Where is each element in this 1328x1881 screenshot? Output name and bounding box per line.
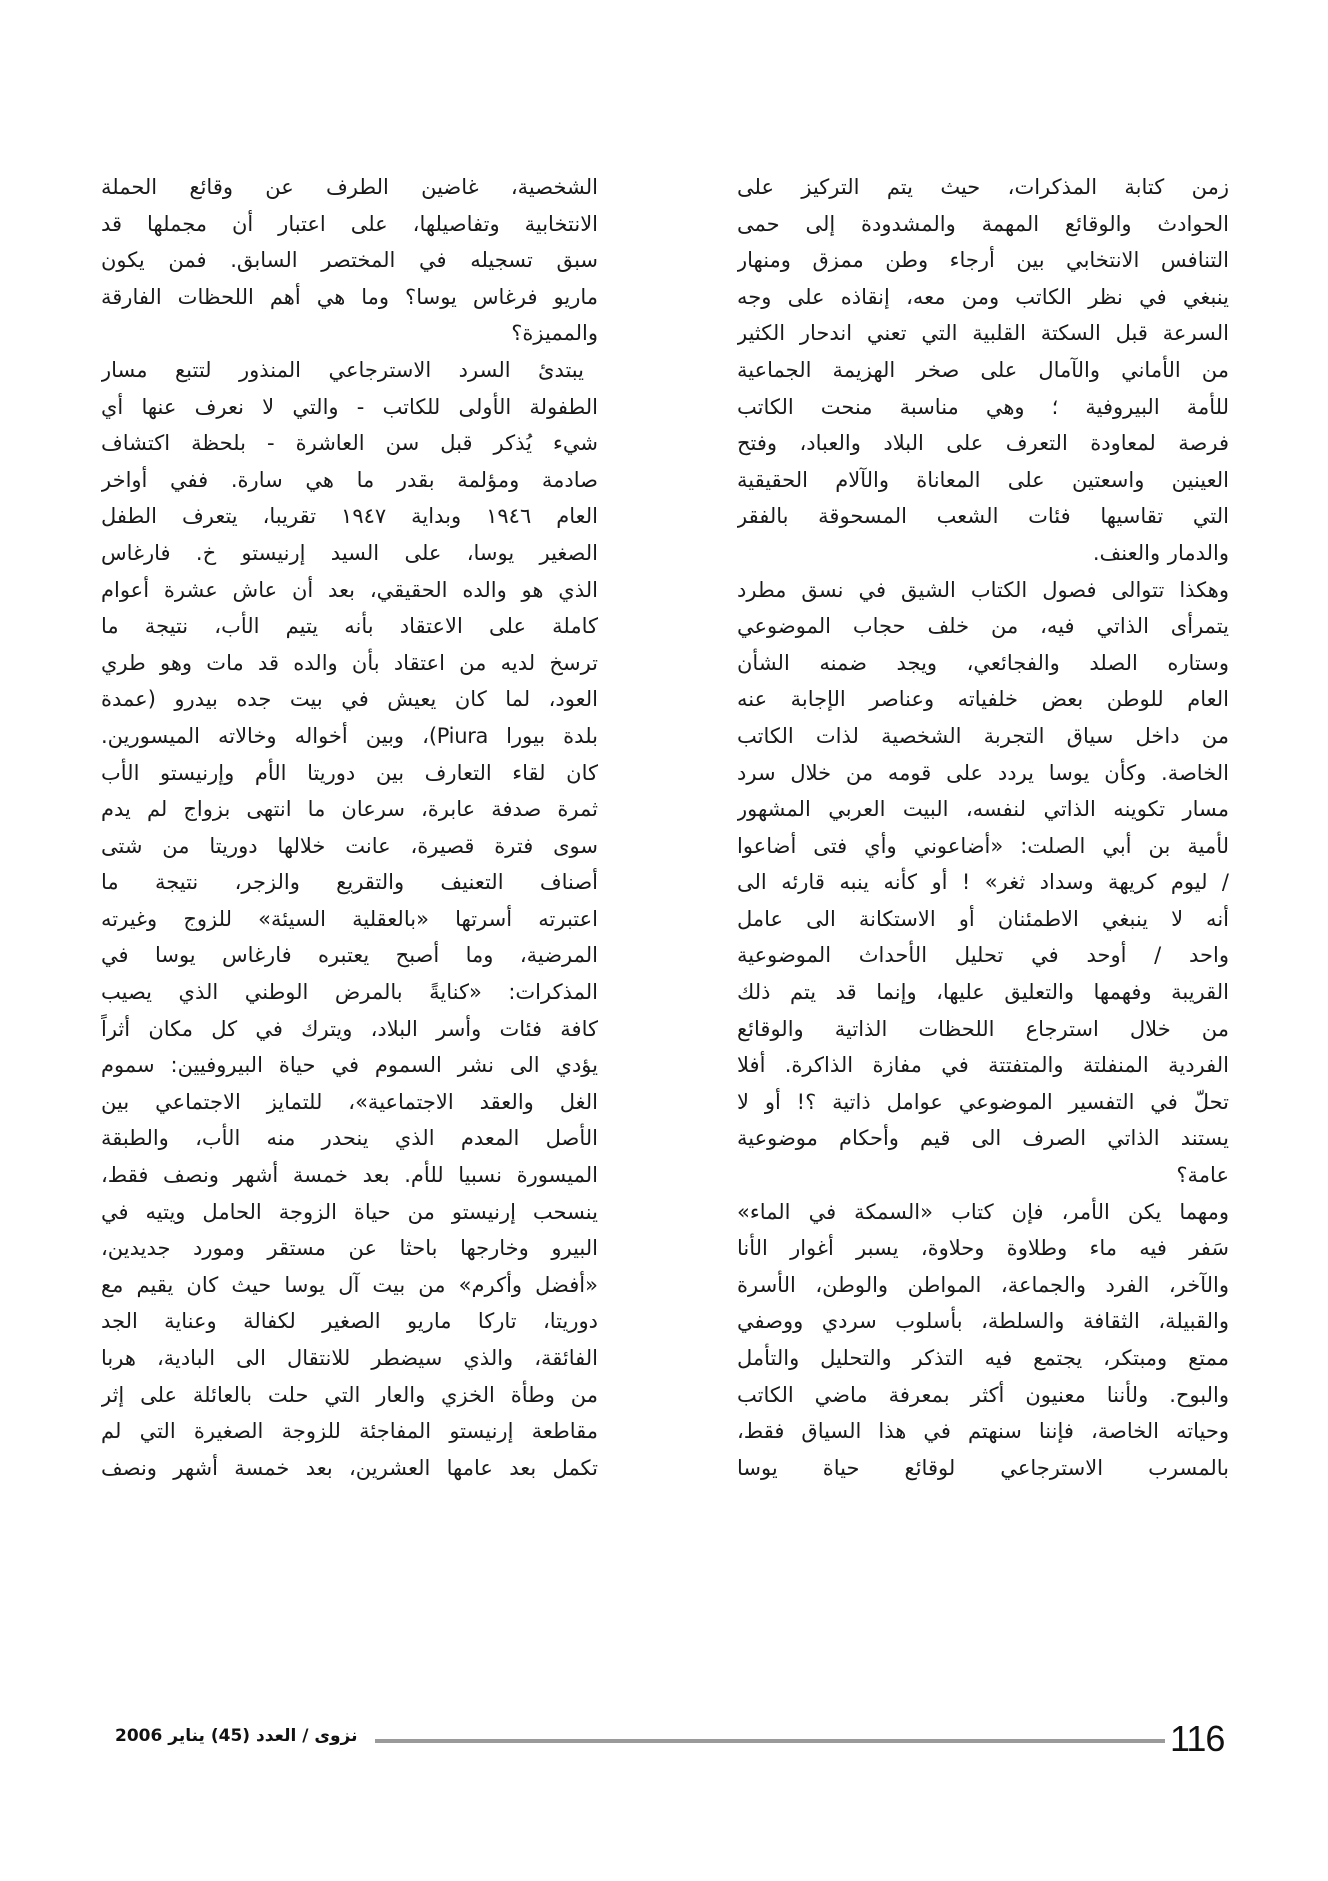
text-line: التي تقاسيها فئات الشعب المسحوقة بالفقر <box>737 504 1229 529</box>
text-line: الحوادث والوقائع المهمة والمشدودة إلى حمى <box>737 211 1229 236</box>
text-line: تكمل بعد عامها العشرين، بعد خمسة أشهر ونصف <box>101 1455 598 1480</box>
text-line: كافة فئات وأسر البلاد، ويترك في كل مكان أثراً <box>101 1016 598 1041</box>
text-line: اعتبرته أسرتها «بالعقلية السيئة» للزوج وغيرته <box>101 906 598 931</box>
text-line: ممتع ومبتكر، يجتمع فيه التذكر والتحليل والتأمل <box>737 1346 1229 1370</box>
text-line: مسار تكوينه الذاتي لنفسه، البيت العربي المشهور <box>737 797 1229 822</box>
right-text-column <box>737 169 1229 1486</box>
text-line: للأمة البيروفية ؛ وهي مناسبة منحت الكاتب <box>737 394 1229 419</box>
text-line: شيء يُذكر قبل سن العاشرة - بلحظة اكتشاف <box>101 431 598 456</box>
text-line: وهكذا تتوالى فصول الكتاب الشيق في نسق مطرد <box>737 577 1229 602</box>
text-line: لأمية بن أبي الصلت: «أضاعوني وأي فتى أضاعوا <box>737 833 1229 858</box>
text-line: الانتخابية وتفاصيلها، على اعتبار أن مجملها قد <box>101 211 598 236</box>
text-line: وحياته الخاصة، فإننا سنهتم في هذا السياق فقط، <box>737 1419 1229 1444</box>
text-line: يبتدئ السرد الاسترجاعي المنذور لتتبع مسار <box>101 357 584 382</box>
text-line: / ليوم كريهة وسداد ثغر» ! أو كأنه ينبه قارئه الى <box>737 870 1229 895</box>
text-line: ومهما يكن الأمر، فإن كتاب «السمكة في الماء» <box>737 1199 1229 1224</box>
text-line: «أفضل وأكرم» من بيت آل يوسا حيث كان يقيم مع <box>101 1272 598 1297</box>
text-line: الذي هو والده الحقيقي، بعد أن عاش عشرة أعوام <box>101 577 598 602</box>
text-line: بلدة بيورا Piura)، وبين أخواله وخالاته الميسورين. <box>101 723 598 748</box>
text-line: ثمرة صدفة عابرة، سرعان ما انتهى بزواج لم يدم <box>101 797 598 822</box>
text-line: عامة؟ <box>1176 1163 1229 1188</box>
text-line: ماريو فرغاس يوسا؟ وما هي أهم اللحظات الفارقة <box>101 284 598 309</box>
text-line: بالمسرب الاسترجاعي لوقائع حياة يوسا <box>737 1455 1229 1480</box>
text-line: الفائقة، والذي سيضطر للانتقال الى البادية، هربا <box>101 1346 598 1370</box>
text-line: وستاره الصلد والفجائعي، ويجد ضمنه الشأن <box>737 650 1229 675</box>
text-line: والدمار والعنف. <box>1092 540 1229 565</box>
issue-info: نزوى / العدد (45) يناير 2006 <box>115 1726 358 1746</box>
page-number: 116 <box>1170 1718 1225 1759</box>
text-line: من خلال استرجاع اللحظات الذاتية والوقائع <box>737 1016 1229 1041</box>
text-line: أصناف التعنيف والتقريع والزجر، نتيجة ما <box>101 870 598 895</box>
text-line: من داخل سياق التجربة الشخصية لذات الكاتب <box>737 723 1229 748</box>
text-line: يؤدي الى نشر السموم في حياة البيروفيين: سموم <box>101 1053 598 1078</box>
left-text-column <box>101 169 598 1486</box>
text-line: ينبغي في نظر الكاتب ومن معه، إنقاذه على وجه <box>737 284 1229 309</box>
text-line: صادمة ومؤلمة بقدر ما هي سارة. ففي أواخر <box>101 467 598 492</box>
text-line: والآخر، الفرد والجماعة، المواطن والوطن، الأسرة <box>737 1272 1229 1297</box>
text-line: العود، لما كان يعيش في بيت جده بيدرو (عمدة <box>101 687 598 712</box>
text-line: كان لقاء التعارف بين دوريتا الأم وإرنيستو الأب <box>101 760 598 785</box>
text-line: المذكرات: «كنايةً بالمرض الوطني الذي يصيب <box>101 980 598 1005</box>
text-line: ترسخ لديه من اعتقاد بأن والده قد مات وهو طري <box>101 650 598 675</box>
text-line: سَفر فيه ماء وطلاوة وحلاوة، يسبر أغوار الأنا <box>737 1236 1229 1261</box>
footer-divider <box>375 1739 1165 1743</box>
text-line: زمن كتابة المذكرات، حيث يتم التركيز على <box>737 175 1229 199</box>
text-line: ينسحب إرنيستو من حياة الزوجة الحامل ويتيه في <box>101 1199 598 1224</box>
text-line: والبوح. ولأننا معنيون أكثر بمعرفة ماضي الكاتب <box>737 1382 1229 1407</box>
text-line: تحلّ في التفسير الموضوعي عوامل ذاتية ؟! أو لا <box>737 1089 1229 1114</box>
text-line: العام للوطن بعض خلفياته وعناصر الإجابة عنه <box>737 687 1229 712</box>
text-line: الشخصية، غاضين الطرف عن وقائع الحملة <box>101 175 598 199</box>
text-line: العام ١٩٤٦ وبداية ١٩٤٧ تقريبا، يتعرف الطفل <box>101 504 598 529</box>
text-line: والمميزة؟ <box>511 321 598 346</box>
text-line: التنافس الانتخابي بين أرجاء وطن ممزق ومنهار <box>737 248 1229 273</box>
text-line: والقبيلة، الثقافة والسلطة، بأسلوب سردي ووصفي <box>737 1309 1229 1334</box>
text-line: الخاصة. وكأن يوسا يردد على قومه من خلال سرد <box>737 760 1229 785</box>
text-line: الطفولة الأولى للكاتب - والتي لا نعرف عنها أي <box>101 394 598 419</box>
text-line: السرعة قبل السكتة القلبية التي تعني اندحار الكثير <box>737 321 1229 346</box>
text-line: الفردية المنفلتة والمتفتتة في مفازة الذاكرة. أفلا <box>737 1053 1229 1078</box>
text-line: المرضية، وما أصبح يعتبره فارغاس يوسا في <box>101 943 598 968</box>
text-line: سوى فترة قصيرة، عانت خلالها دوريتا من شتى <box>101 833 598 858</box>
text-line: يستند الذاتي الصرف الى قيم وأحكام موضوعية <box>737 1126 1229 1151</box>
text-line: البيرو وخارجها باحثا عن مستقر ومورد جديدين، <box>101 1236 598 1261</box>
text-line: الميسورة نسبيا للأم. بعد خمسة أشهر ونصف فقط، <box>101 1163 598 1188</box>
text-line: مقاطعة إرنيستو المفاجئة للزوجة الصغيرة التي لم <box>101 1419 598 1444</box>
page-footer <box>0 1718 1328 1758</box>
text-line: الصغير يوسا، على السيد إرنيستو خ. فارغاس <box>101 540 598 565</box>
text-line: العينين واسعتين على المعاناة والآلام الحقيقية <box>737 467 1229 492</box>
text-line: يتمرأى الذاتي فيه، من خلف حجاب الموضوعي <box>737 614 1229 639</box>
text-line: من الأماني والآمال على صخر الهزيمة الجماعية <box>737 357 1229 382</box>
text-line: من وطأة الخزي والعار التي حلت بالعائلة على إثر <box>101 1382 598 1407</box>
text-line: سبق تسجيله في المختصر السابق. فمن يكون <box>101 248 598 273</box>
text-line: كاملة على الاعتقاد بأنه يتيم الأب، نتيجة ما <box>101 614 598 639</box>
text-line: فرصة لمعاودة التعرف على البلاد والعباد، وفتح <box>737 431 1229 456</box>
text-line: دوريتا، تاركا ماريو الصغير لكفالة وعناية الجد <box>101 1309 598 1334</box>
text-line: الأصل المعدم الذي ينحدر منه الأب، والطبقة <box>101 1126 598 1151</box>
text-line: واحد / أوحد في تحليل الأحداث الموضوعية <box>737 943 1229 968</box>
text-line: القريبة وفهمها والتعليق عليها، وإنما قد يتم ذلك <box>737 980 1229 1005</box>
text-line: الغل والعقد الاجتماعية»، للتمايز الاجتماعي بين <box>101 1089 598 1114</box>
text-line: أنه لا ينبغي الاطمئنان أو الاستكانة الى عامل <box>737 906 1229 931</box>
